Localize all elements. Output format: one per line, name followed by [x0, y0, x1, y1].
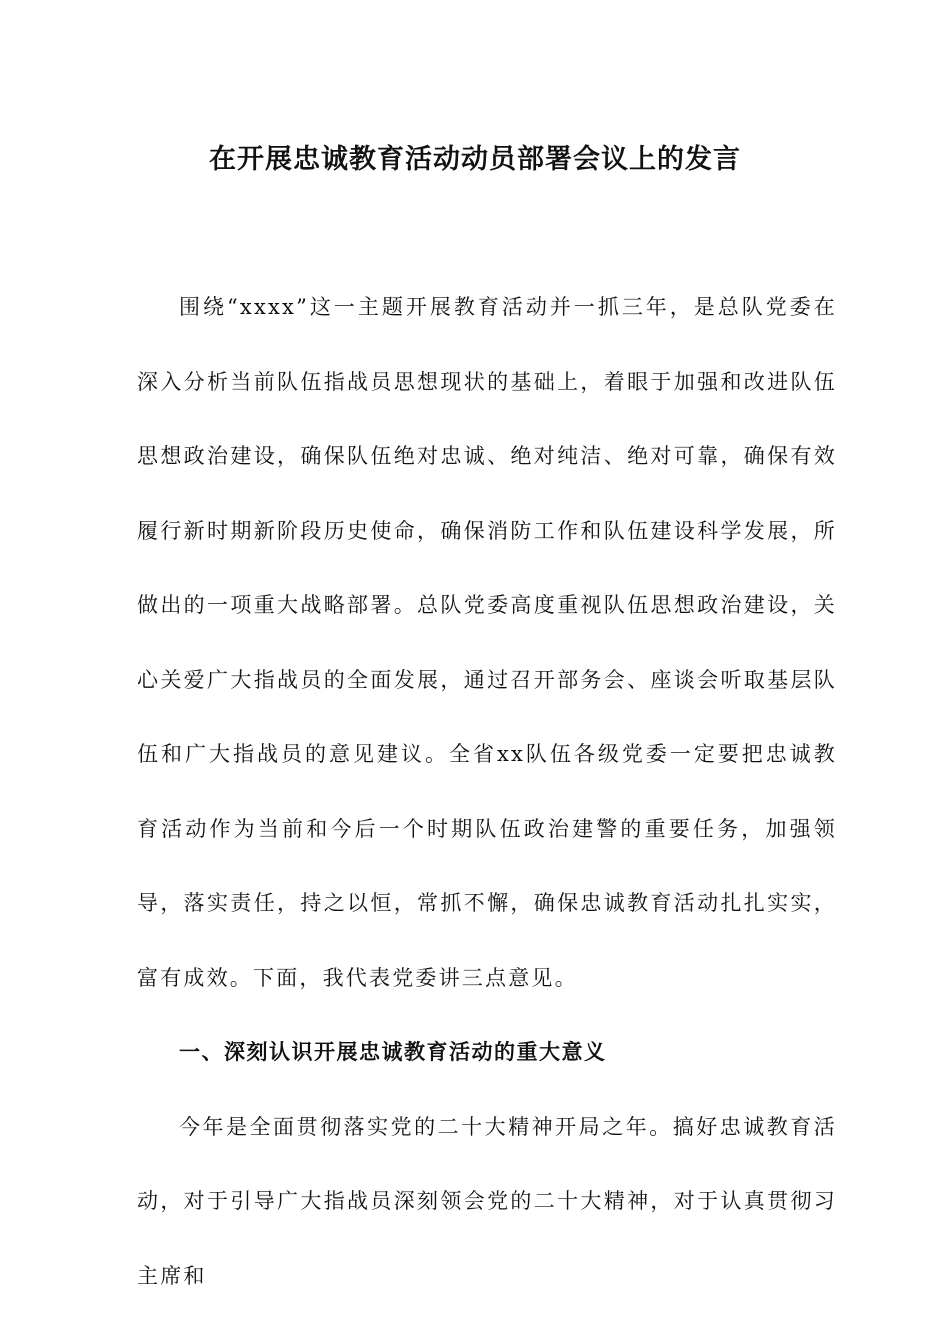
section-1-paragraph: 今年是全面贯彻落实党的二十大精神开局之年。搞好忠诚教育活动，对于引导广大指战员深刻领会党的二十大精神，对于认真贯彻习主席和 — [137, 1114, 837, 1288]
intro-paragraph: 围绕“xxxx”这一主题开展教育活动并一抓三年，是总队党委在深入分析当前队伍指战员思想现状的基础上，着眼于加强和改进队伍思想政治建设，确保队伍绝对忠诚、绝对纯洁、绝对可靠，确保有效履行新时期新阶段历史使命，确保消防工作和队伍建设科学发展，所做出的一项重大战略部署。总队党委高度重视队伍思想政治建设，关心关爱广大指战员的全面发展，通过召开部务会、座谈会听取基层队伍和广大指战员的意见建议。全省xx队伍各级党委一定要把忠诚教育活动作为当前和今后一个时期队伍政治建警的重要任务，加强领导，落实责任，持之以恒，常抓不懈，确保忠诚教育活动扎扎实实，富有成效。下面，我代表党委讲三点意见。 — [137, 295, 837, 990]
section-heading-1: 一、深刻认识开展忠诚教育活动的重大意义 — [179, 1039, 607, 1064]
document-body — [137, 270, 837, 1313]
document-title: 在开展忠诚教育活动动员部署会议上的发言 — [209, 144, 741, 175]
